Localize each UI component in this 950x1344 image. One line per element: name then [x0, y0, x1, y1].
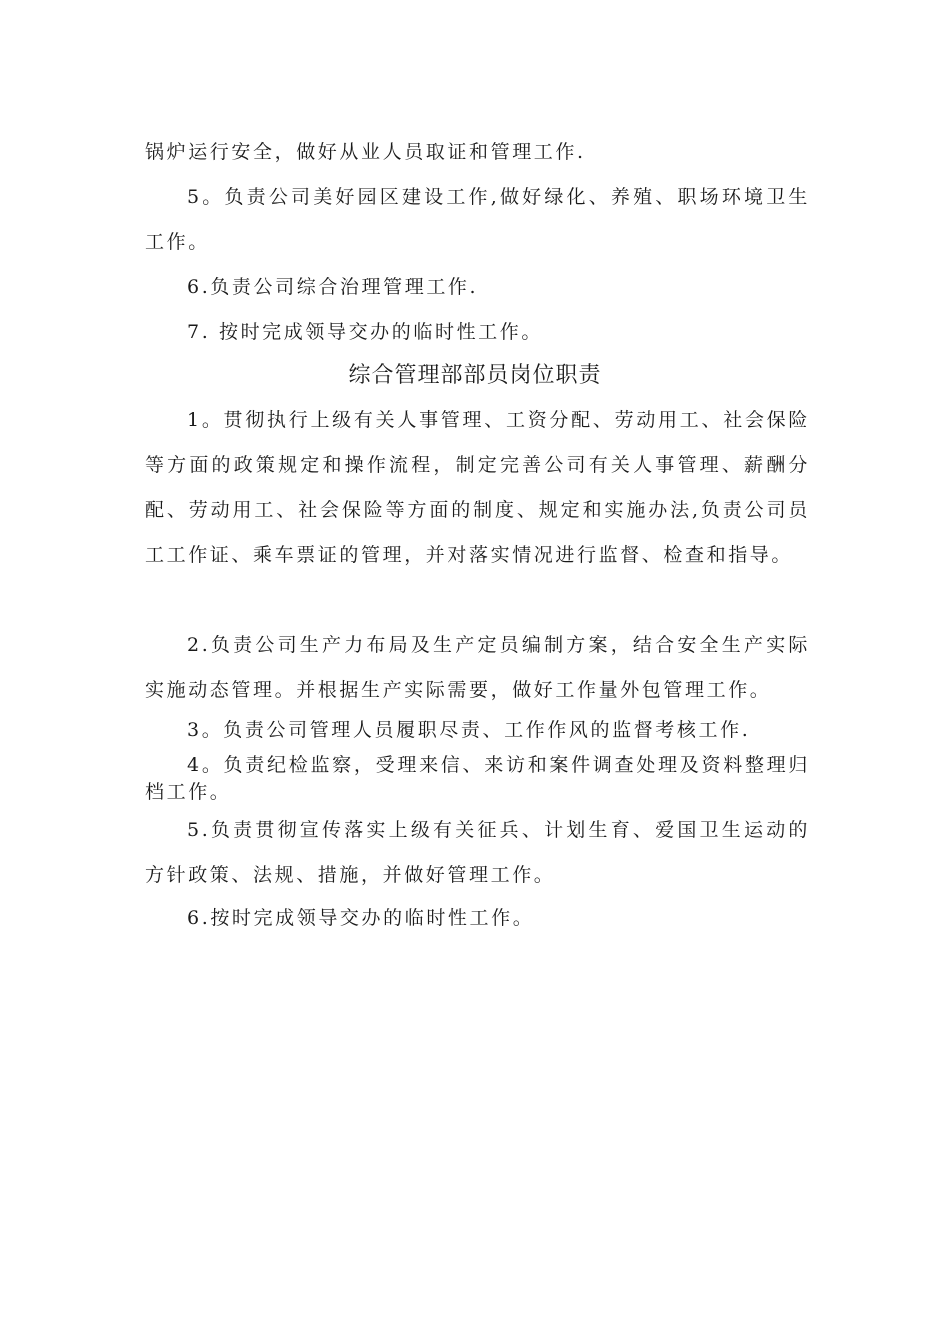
- section2-item-1: 1。贯彻执行上级有关人事管理、工资分配、劳动用工、社会保险等方面的政策规定和操作流程，制定完善公司有关人事管理、薪酬分配、劳动用工、社会保险等方面的制度、规定和实施办法,负责公司员工工作证、乘车票证的管理，并对落实情况进行监督、检查和指导。: [145, 409, 810, 566]
- section1-item-5: 5。负责公司美好园区建设工作,做好绿化、养殖、职场环境卫生工作。: [145, 186, 810, 253]
- section1-item-7: 7. 按时完成领导交办的临时性工作。: [187, 321, 543, 343]
- section2-item-6: 6.按时完成领导交办的临时性工作。: [187, 907, 535, 929]
- section2-item-4: 4。负责纪检监察，受理来信、来访和案件调查处理及资料整理归档工作。: [145, 754, 810, 803]
- section2-item-5: 5.负责贯彻宣传落实上级有关征兵、计划生育、爱国卫生运动的方针政策、法规、措施，并做好管理工作。: [145, 819, 810, 886]
- section2-item-2: 2.负责公司生产力布局及生产定员编制方案，结合安全生产实际实施动态管理。并根据生产实际需要，做好工作量外包管理工作。: [145, 634, 810, 701]
- section1-item-6: 6.负责公司综合治理管理工作.: [187, 276, 479, 298]
- continuation-paragraph: 锅炉运行安全，做好从业人员取证和管理工作.: [145, 141, 586, 163]
- section2-title: 综合管理部部员岗位职责: [348, 363, 602, 388]
- section2-item-3: 3。负责公司管理人员履职尽责、工作作风的监督考核工作.: [187, 719, 751, 741]
